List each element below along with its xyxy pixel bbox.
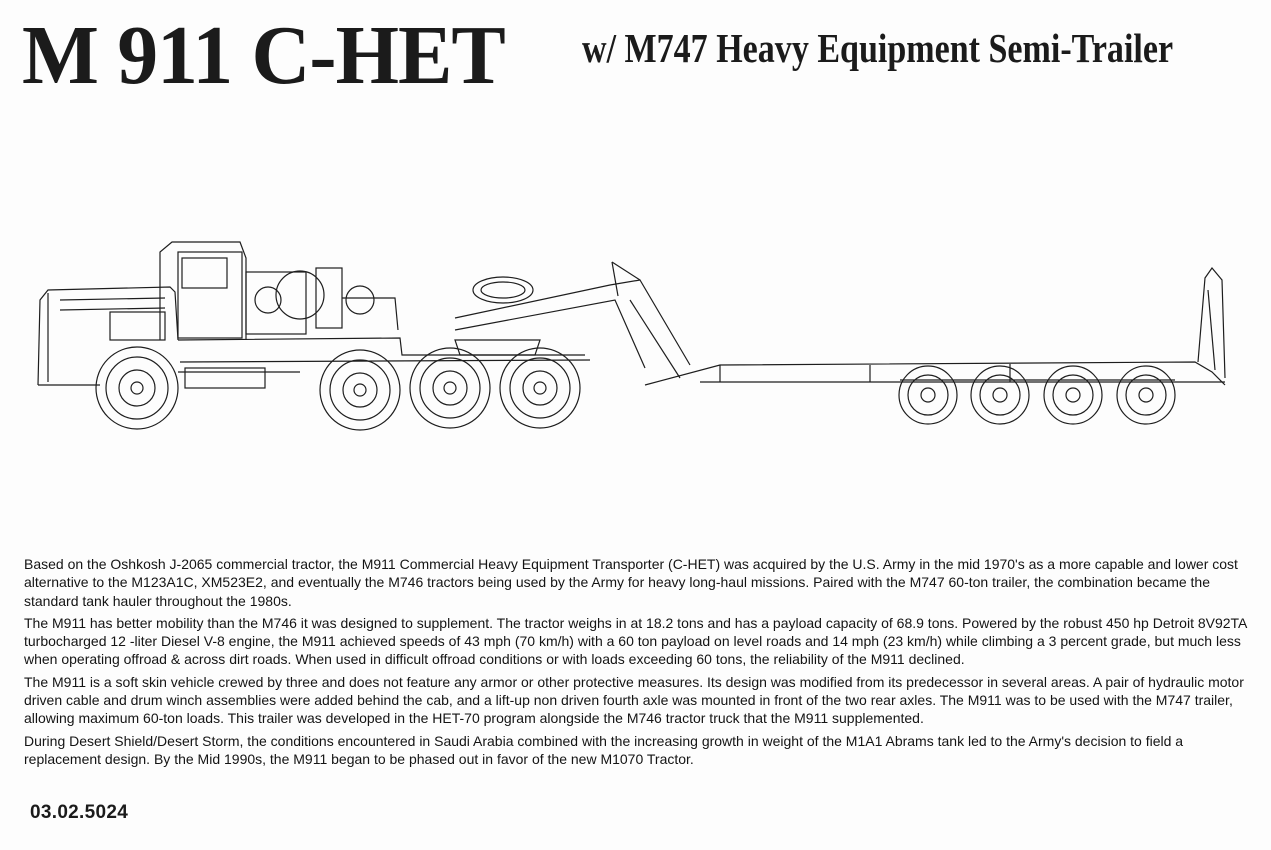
page-title: M 911 C-HET: [22, 9, 505, 102]
tractor-drawing: [38, 242, 590, 430]
page-subtitle: w/ M747 Heavy Equipment Semi-Trailer: [582, 25, 1174, 71]
description-paragraph: During Desert Shield/Desert Storm, the conditions encountered in Saudi Arabia combined with the increasing growth in weight of the M1A1 Abrams tank led to the Army's decision to field a replacement design. By the Mid 1990s, the M911 began to be phased out in favor of the new M1070 Tractor.: [24, 732, 1184, 767]
description-paragraph: The M911 has better mobility than the M746 it was designed to supplement. The tractor weighs in at 18.2 tons and has a payload capacity of 68.9 tons. Powered by the robust 450 hp Detroit 8V92TA turbocharged 12 -liter Diesel V-8 engine, the M911 achieved speeds of 43 mph (70 km/h) with a 60 ton payload on level roads and 14 mph (23 km/h) while climbing a 3 percent grade, but much less when operating offroad & across dirt roads. When used in difficult offroad conditions or with loads exceeding 60 tons, the reliability of the M911 declined.: [24, 614, 1247, 668]
description-text: [24, 555, 1252, 772]
description-paragraph: Based on the Oshkosh J-2065 commercial tractor, the M911 Commercial Heavy Equipment Transporter (C-HET) was acquired by the U.S. Army in the mid 1970's as a more capable and lower cost alternative to the M123A1C, XM523E2, and eventually the M746 tractors being used by the Army for heavy long-haul missions. Paired with the M747 60-ton trailer, the combination became the standard tank hauler throughout the 1980s.: [24, 556, 1238, 609]
description-paragraph: The M911 is a soft skin vehicle crewed by three and does not feature any armor or other protective measures. Its design was modified from its predecessor in several areas. A pair of hydraulic motor driven cable and drum winch assemblies were added behind the cab, and a lift-up non driven fourth axle was mounted in front of the two rear axles. The M911 was to be used with the M747 trailer, allowing maximum 60-ton loads. This trailer was developed in the HET-70 program alongside the M746 tractor truck that the M911 supplemented.: [24, 673, 1244, 727]
trailer-drawing: [455, 262, 1225, 424]
product-code: 03.02.5024: [30, 802, 129, 823]
vehicle-line-drawing: [0, 230, 1271, 440]
